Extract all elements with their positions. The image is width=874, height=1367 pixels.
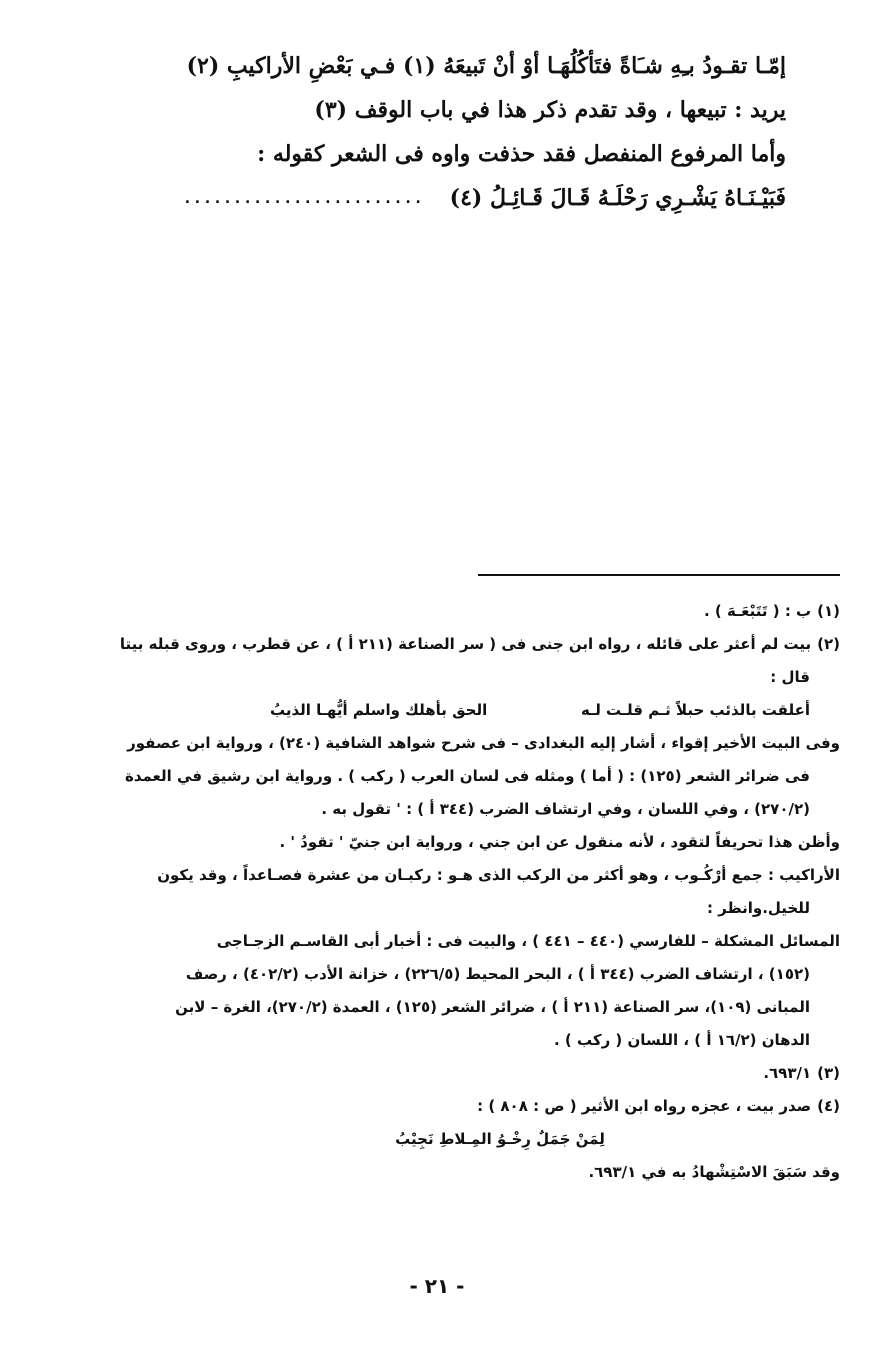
footnote-2-poem-first-hemistich: أعلقت بالذئب حبلاً ثـم قلـت لـه xyxy=(580,700,810,719)
footnote-2-poem xyxy=(40,693,840,726)
text-line-3: وأما المرفوع المنفصل فقد حذفت واوه فى الشعر كقوله : xyxy=(257,140,786,167)
footnote-2-line-5: (٢٧٠/٢) ، وفي اللسان ، وفي ارتشاف الضرب (٣٤٤ أ ) : ' تقول به . xyxy=(321,799,810,818)
footnote-2-line-7: الأراكيب : جمع أرْكُـوب ، وهو أكثر من الركب الذى هـو : ركبـان من عشرة فصـاعداً ، وقد يكون xyxy=(157,865,840,884)
main-text-block xyxy=(86,44,786,220)
footnote-1 xyxy=(40,594,840,627)
footnotes-block xyxy=(40,594,840,1188)
footnote-4-poem: لِمَنْ جَمَلٌ رِخْـوُ المِـلاطِ نَجِيْبُ xyxy=(395,1129,605,1148)
footnote-2-poem-second-hemistich: الحق بأهلك واسلم أيُّهـا الذيبُ xyxy=(270,700,488,719)
text-line-2: يريد : تبيعها ، وقد تقدم ذكر هذا في باب الوقف (٣) xyxy=(314,96,786,123)
footnote-2-line-2: قال : xyxy=(770,667,810,686)
verse-line-4-text: فَبَيْـنَـاهُ يَشْـرِي رَحْلَـهُ قَـالَ قَـائِـلُ (٤) xyxy=(449,184,786,211)
footnote-2-line-9: المسائل المشكلة – للفارسي (٤٤٠ – ٤٤١ ) ، والبيت فى : أخبار أبى القاسـم الزجـاجى xyxy=(216,931,840,950)
footnote-2 xyxy=(40,627,840,660)
footnote-4-number: (٤) xyxy=(817,1096,840,1115)
footnote-2-line-4: فى ضرائر الشعر (١٢٥) : ( أما ) ومثله فى لسان العرب ( ركب ) . ورواية ابن رشيق في العمدة xyxy=(124,766,810,785)
footnote-2-line-3: وفى البيت الأخير إقواء ، أشار إليه البغدادى – فى شرح شواهد الشافية (٢٤٠) ، ورواية ابن عصفور xyxy=(127,733,840,752)
footnote-1-text: ب : ( تَتَبْعَـهَ ) . xyxy=(703,601,812,620)
verse-line-4 xyxy=(86,176,786,220)
footnote-2-line-10: (١٥٢) ، ارتشاف الضرب (٣٤٤ أ ) ، البحر المحيط (٢٢٦/٥) ، خزانة الأدب (٤٠٢/٢) ، رصف xyxy=(185,964,810,983)
footnote-3 xyxy=(40,1056,840,1089)
verse-line-1: إمّـا تقـودُ بـِهِ شـَاةً فتَأكُلُهَـا أوْ أنْ تَبيعَهُ (١) فـي بَعْضِ الأراكيبِ (٢) xyxy=(186,52,786,79)
footnote-2-line-8: للخيل.وانظر : xyxy=(706,898,810,917)
footnote-2-number: (٢) xyxy=(817,634,840,653)
ellipsis-dots: ........................ xyxy=(182,189,424,207)
footnote-4-after: وقد سَبَقَ الاسْتِشْهادُ به في ٦٩٣/١. xyxy=(588,1162,840,1181)
footnote-4 xyxy=(40,1089,840,1122)
page-number: - ٢١ - xyxy=(409,1274,465,1298)
footnote-separator xyxy=(478,574,840,576)
footnote-3-number: (٣) xyxy=(817,1063,840,1082)
footnote-2-line-12: الدهان (١٦/٢ أ ) ، اللسان ( ركب ) . xyxy=(553,1030,810,1049)
footnote-2-line-11: المبانى (١٠٩)، سر الصناعة (٢١١ أ ) ، ضرائر الشعر (١٢٥) ، العمدة (٢٧٠/٢)، الغرة – لابن xyxy=(175,997,810,1016)
footnote-2-line-1: بيت لم أعثر على قائله ، رواه ابن جنى فى ( سر الصناعة (٢١١ أ ) ، عن قطرب ، وروى قبله بيتا xyxy=(119,634,812,653)
footnote-4-text: صدر بيت ، عجزه رواه ابن الأثير ( ص : ٨٠٨ ) : xyxy=(477,1096,812,1115)
footnote-3-text: ٦٩٣/١. xyxy=(763,1063,812,1082)
footnote-2-line-6: وأظن هذا تحريفاً لتقود ، لأنه منقول عن ابن جني ، ورواية ابن جنيّ ' تقودُ ' . xyxy=(279,832,840,851)
footnote-1-number: (١) xyxy=(817,601,840,620)
